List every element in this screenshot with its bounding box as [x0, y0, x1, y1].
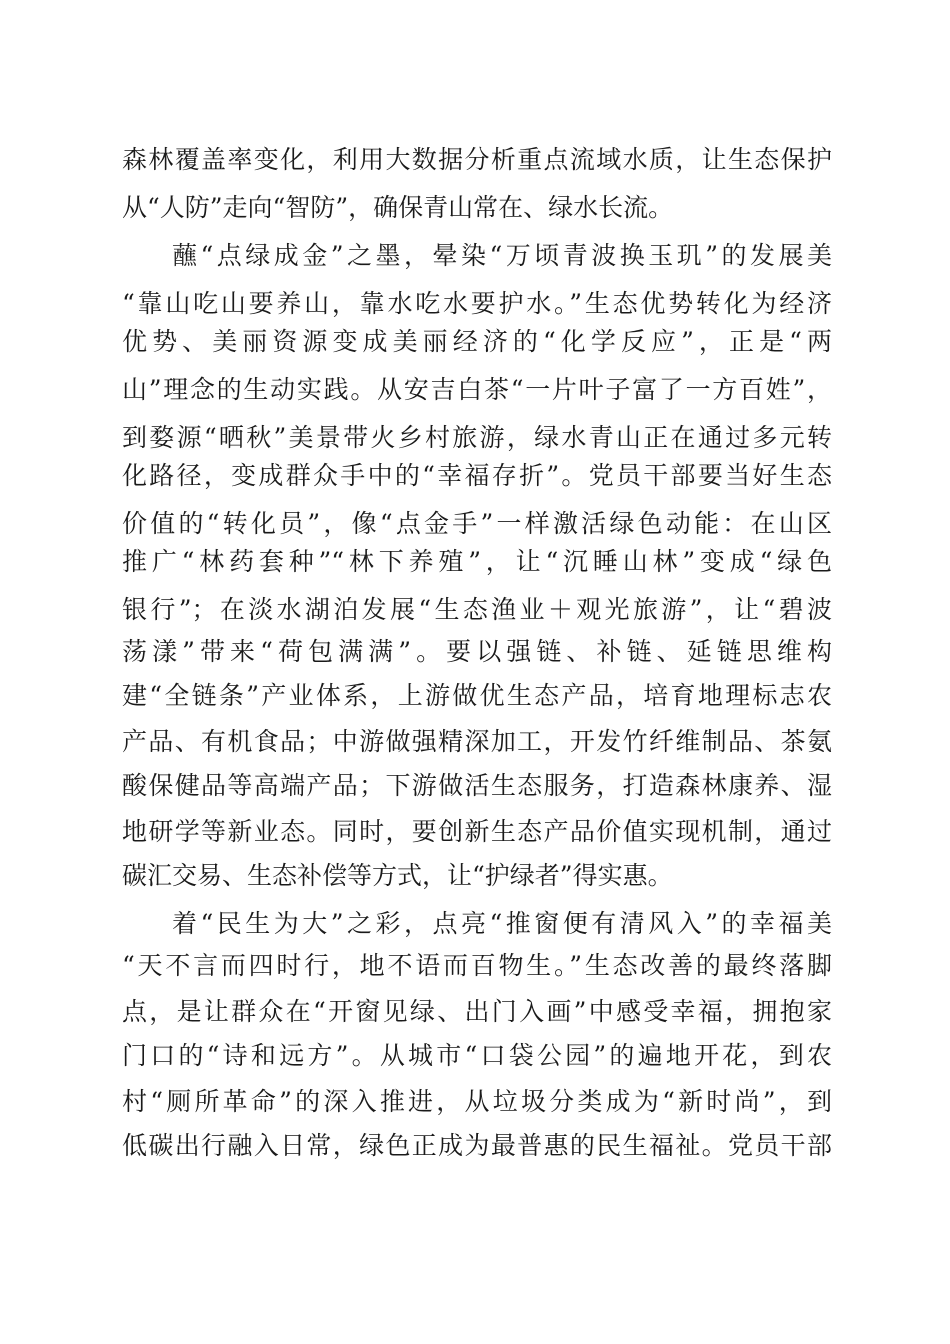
text-line: 低碳出行融入日常，绿色正成为最普惠的民生福祉。党员干部 — [122, 1131, 832, 1160]
text-line: 村“厕所革命”的深入推进，从垃圾分类成为“新时尚”，到 — [122, 1087, 832, 1116]
text-line: 优势、美丽资源变成美丽经济的“化学反应”，正是“两 — [122, 327, 832, 356]
text-line: 化路径，变成群众手中的“幸福存折”。党员干部要当好生态 — [122, 461, 832, 490]
text-line: 森林覆盖率变化，利用大数据分析重点流域水质，让生态保护 — [122, 145, 832, 174]
text-line: 建“全链条”产业体系，上游做优生态产品，培育地理标志农 — [122, 681, 832, 710]
text-line: 推广“林药套种”“林下养殖”，让“沉睡山林”变成“绿色 — [122, 547, 832, 576]
text-line: 酸保健品等高端产品；下游做活生态服务，打造森林康养、湿 — [122, 771, 832, 800]
text-line: 到婺源“晒秋”美景带火乡村旅游，绿水青山正在通过多元转 — [122, 423, 832, 452]
text-line: 从“人防”走向“智防”，确保青山常在、绿水长流。 — [122, 193, 674, 222]
text-line: 山”理念的生动实践。从安吉白茶“一片叶子富了一方百姓”， — [122, 375, 832, 404]
paragraph-heading-line: 着“民生为大”之彩，点亮“推窗便有清风入”的幸福美 — [172, 909, 832, 938]
text-line: 产品、有机食品；中游做强精深加工，开发竹纤维制品、茶氨 — [122, 727, 832, 756]
text-line: 荡漾”带来“荷包满满”。要以强链、补链、延链思维构 — [122, 637, 832, 666]
text-line: 地研学等新业态。同时，要创新生态产品价值实现机制，通过 — [122, 817, 832, 846]
text-line: “靠山吃山要养山，靠水吃水要护水。”生态优势转化为经济 — [122, 289, 832, 318]
text-line: 门口的“诗和远方”。从城市“口袋公园”的遍地开花，到农 — [122, 1041, 832, 1070]
text-line: 点，是让群众在“开窗见绿、出门入画”中感受幸福，拥抱家 — [122, 997, 832, 1026]
text-line: 碳汇交易、生态补偿等方式，让“护绿者”得实惠。 — [122, 861, 673, 890]
text-line: 银行”；在淡水湖泊发展“生态渔业＋观光旅游”，让“碧波 — [122, 595, 832, 624]
paragraph-heading-line: 蘸“点绿成金”之墨，晕染“万顷青波换玉玑”的发展美 — [172, 241, 832, 270]
text-line: “天不言而四时行，地不语而百物生。”生态改善的最终落脚 — [122, 951, 832, 980]
text-line: 价值的“转化员”，像“点金手”一样激活绿色动能：在山区 — [122, 509, 832, 538]
